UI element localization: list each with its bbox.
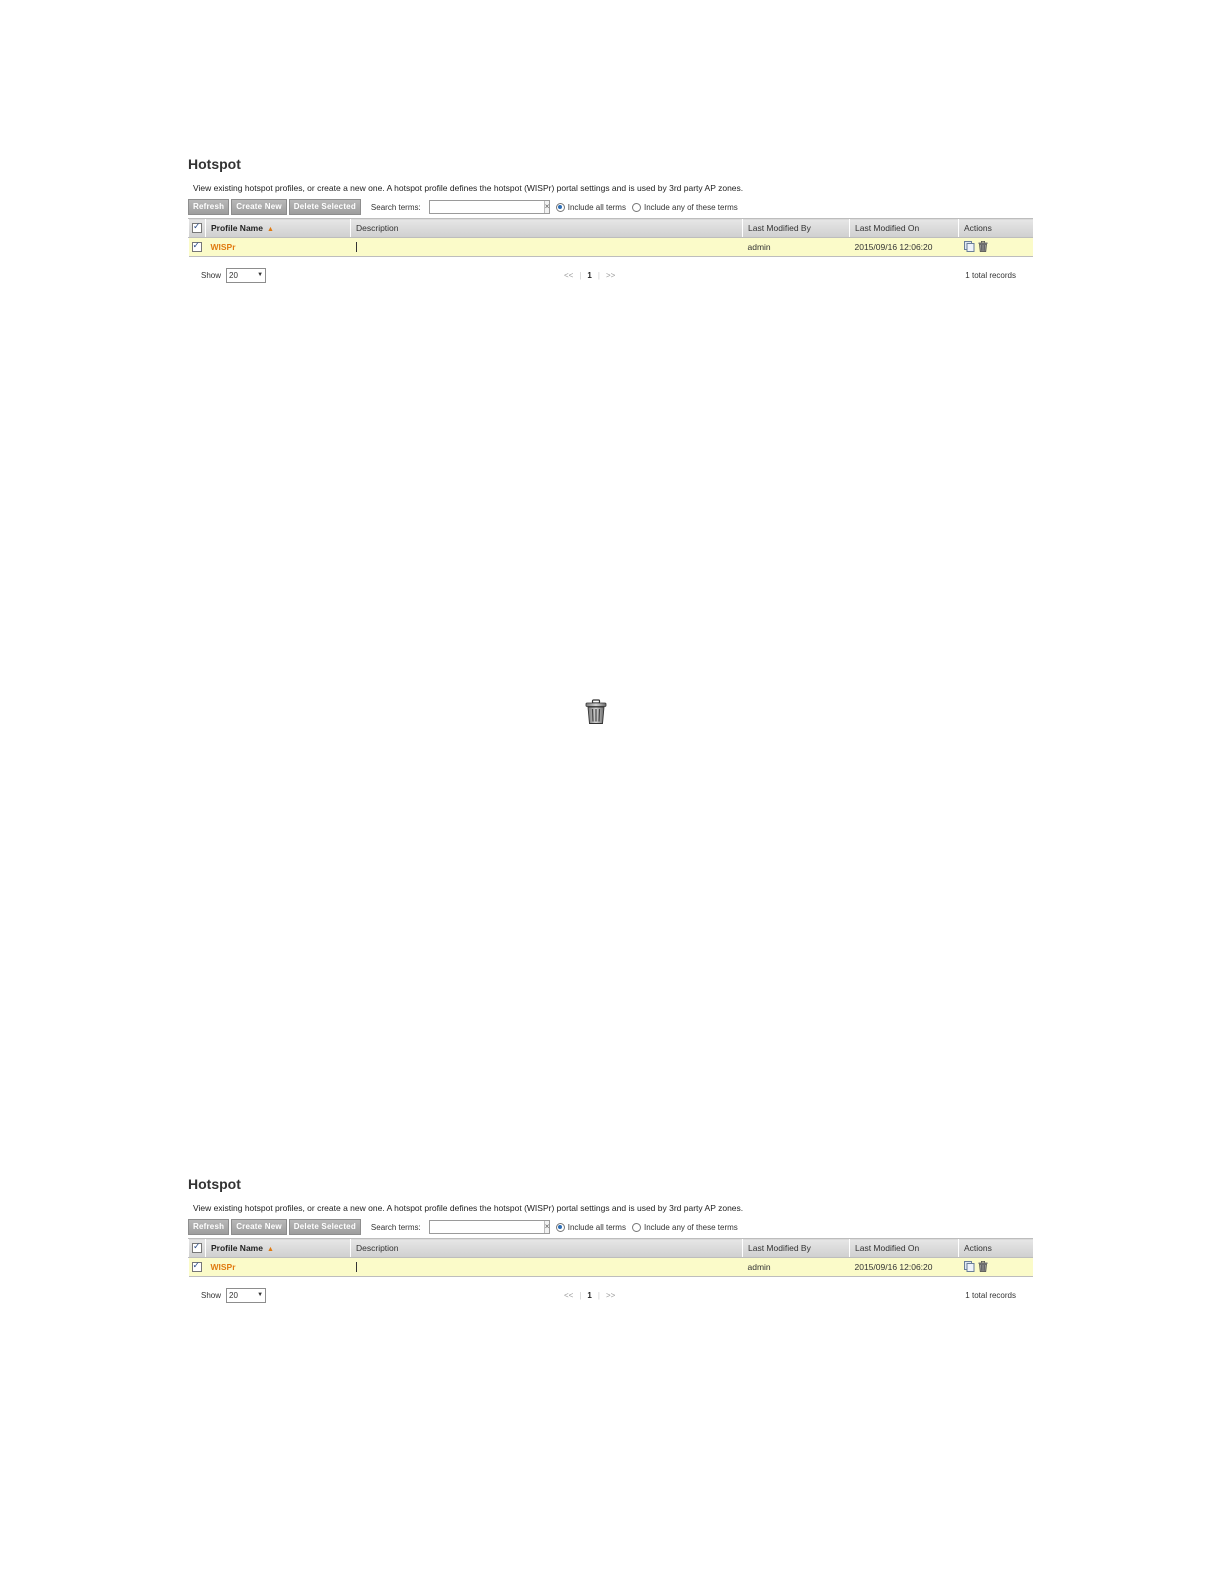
last-modified-on-cell: 2015/09/16 12:06:20 xyxy=(850,1258,959,1277)
search-input[interactable] xyxy=(430,202,544,212)
sort-ascending-icon: ▲ xyxy=(266,226,274,233)
include-any-terms-radio[interactable] xyxy=(632,203,641,212)
refresh-button[interactable]: Refresh xyxy=(188,1219,229,1235)
include-all-terms-radio[interactable] xyxy=(556,1223,565,1232)
total-records: 1 total records xyxy=(965,1290,1016,1300)
select-all-header xyxy=(189,1239,206,1258)
last-modified-on-cell: 2015/09/16 12:06:20 xyxy=(850,238,959,257)
search-box xyxy=(429,1220,550,1234)
last-modified-by-header[interactable]: Last Modified By xyxy=(743,1239,850,1258)
trash-icon xyxy=(584,699,608,730)
delete-selected-button[interactable]: Delete Selected xyxy=(289,199,361,215)
include-any-terms-radio[interactable] xyxy=(632,1223,641,1232)
profile-name-header[interactable] xyxy=(206,219,351,238)
table-footer xyxy=(188,267,1032,283)
current-page[interactable]: 1 xyxy=(587,1290,592,1300)
actions-cell xyxy=(959,1258,1033,1277)
page-title: Hotspot xyxy=(188,1176,241,1192)
actions-header: Actions xyxy=(959,219,1033,238)
row-checkbox[interactable] xyxy=(192,242,202,252)
profiles-table xyxy=(188,1238,1033,1277)
chevron-down-icon: ▼ xyxy=(257,1292,264,1298)
actions-cell xyxy=(959,238,1033,257)
profile-name-header-label: Profile Name xyxy=(211,1243,263,1253)
total-records: 1 total records xyxy=(965,270,1016,280)
row-select-cell xyxy=(189,1258,206,1277)
show-label: Show xyxy=(201,1290,222,1300)
row-checkbox[interactable] xyxy=(192,1262,202,1272)
next-page-link[interactable]: >> xyxy=(605,1290,616,1300)
toolbar xyxy=(188,1219,1032,1235)
last-modified-by-cell: admin xyxy=(743,238,850,257)
description-cell xyxy=(351,1258,743,1277)
search-label: Search terms: xyxy=(370,202,421,212)
clone-icon[interactable] xyxy=(964,1261,975,1274)
last-modified-by-cell: admin xyxy=(743,1258,850,1277)
description-header[interactable]: Description xyxy=(351,1239,743,1258)
profile-name-header[interactable] xyxy=(206,1239,351,1258)
trash-icon[interactable] xyxy=(978,241,988,254)
profile-name-link[interactable]: WISPr xyxy=(210,1262,236,1272)
include-all-terms-label: Include all terms xyxy=(567,202,626,212)
last-modified-by-header[interactable]: Last Modified By xyxy=(743,219,850,238)
pager-separator: | xyxy=(579,270,582,280)
include-all-terms-radio[interactable] xyxy=(556,203,565,212)
clear-search-icon[interactable]: × xyxy=(544,1222,550,1231)
select-all-checkbox[interactable] xyxy=(192,223,202,233)
clone-icon[interactable] xyxy=(964,241,975,254)
profile-name-header-label: Profile Name xyxy=(211,223,263,233)
include-all-terms-label: Include all terms xyxy=(567,1222,626,1232)
toolbar xyxy=(188,199,1032,215)
search-box xyxy=(429,200,550,214)
prev-page-link[interactable]: << xyxy=(564,1290,574,1300)
hotspot-panel xyxy=(188,1174,1032,1303)
trash-icon[interactable] xyxy=(978,1261,988,1274)
page-size-select[interactable] xyxy=(226,268,266,283)
create-new-button[interactable]: Create New xyxy=(231,1219,287,1235)
page-size-value: 20 xyxy=(229,270,238,280)
current-page[interactable]: 1 xyxy=(587,270,592,280)
profiles-table xyxy=(188,218,1033,257)
text-cursor xyxy=(356,242,357,252)
table-header-row xyxy=(189,1239,1033,1258)
create-new-button[interactable]: Create New xyxy=(231,199,287,215)
refresh-button[interactable]: Refresh xyxy=(188,199,229,215)
table-footer xyxy=(188,1287,1032,1303)
select-all-header xyxy=(189,219,206,238)
page-description: View existing hotspot profiles, or create a new one. A hotspot profile defines the hotspot (WISPr) portal settings and is used by 3rd party AP zones. xyxy=(193,183,744,193)
row-select-cell xyxy=(189,238,206,257)
page-description: View existing hotspot profiles, or create a new one. A hotspot profile defines the hotspot (WISPr) portal settings and is used by 3rd party AP zones. xyxy=(193,1203,744,1213)
table-row[interactable] xyxy=(189,1258,1033,1277)
include-any-terms-label: Include any of these terms xyxy=(643,202,738,212)
pagination xyxy=(564,1291,615,1300)
delete-selected-button[interactable]: Delete Selected xyxy=(289,1219,361,1235)
table-header-row xyxy=(189,219,1033,238)
search-input[interactable] xyxy=(430,1222,544,1232)
pager-separator: | xyxy=(597,1290,600,1300)
show-label: Show xyxy=(201,270,222,280)
profile-name-cell xyxy=(206,1258,351,1277)
table-row[interactable] xyxy=(189,238,1033,257)
search-label: Search terms: xyxy=(370,1222,421,1232)
hotspot-panel xyxy=(188,154,1032,283)
pagination xyxy=(564,271,615,280)
page-size-value: 20 xyxy=(229,1290,238,1300)
clear-search-icon[interactable]: × xyxy=(544,202,550,211)
profile-name-link[interactable]: WISPr xyxy=(210,242,236,252)
select-all-checkbox[interactable] xyxy=(192,1243,202,1253)
pager-separator: | xyxy=(579,1290,582,1300)
prev-page-link[interactable]: << xyxy=(564,270,574,280)
page-title: Hotspot xyxy=(188,156,241,172)
text-cursor xyxy=(356,1262,357,1272)
profile-name-cell xyxy=(206,238,351,257)
description-cell xyxy=(351,238,743,257)
next-page-link[interactable]: >> xyxy=(605,270,616,280)
sort-ascending-icon: ▲ xyxy=(266,1246,274,1253)
last-modified-on-header[interactable]: Last Modified On xyxy=(850,1239,959,1258)
description-header[interactable]: Description xyxy=(351,219,743,238)
chevron-down-icon: ▼ xyxy=(257,272,264,278)
actions-header: Actions xyxy=(959,1239,1033,1258)
pager-separator: | xyxy=(597,270,600,280)
include-any-terms-label: Include any of these terms xyxy=(643,1222,738,1232)
page-size-select[interactable] xyxy=(226,1288,266,1303)
last-modified-on-header[interactable]: Last Modified On xyxy=(850,219,959,238)
